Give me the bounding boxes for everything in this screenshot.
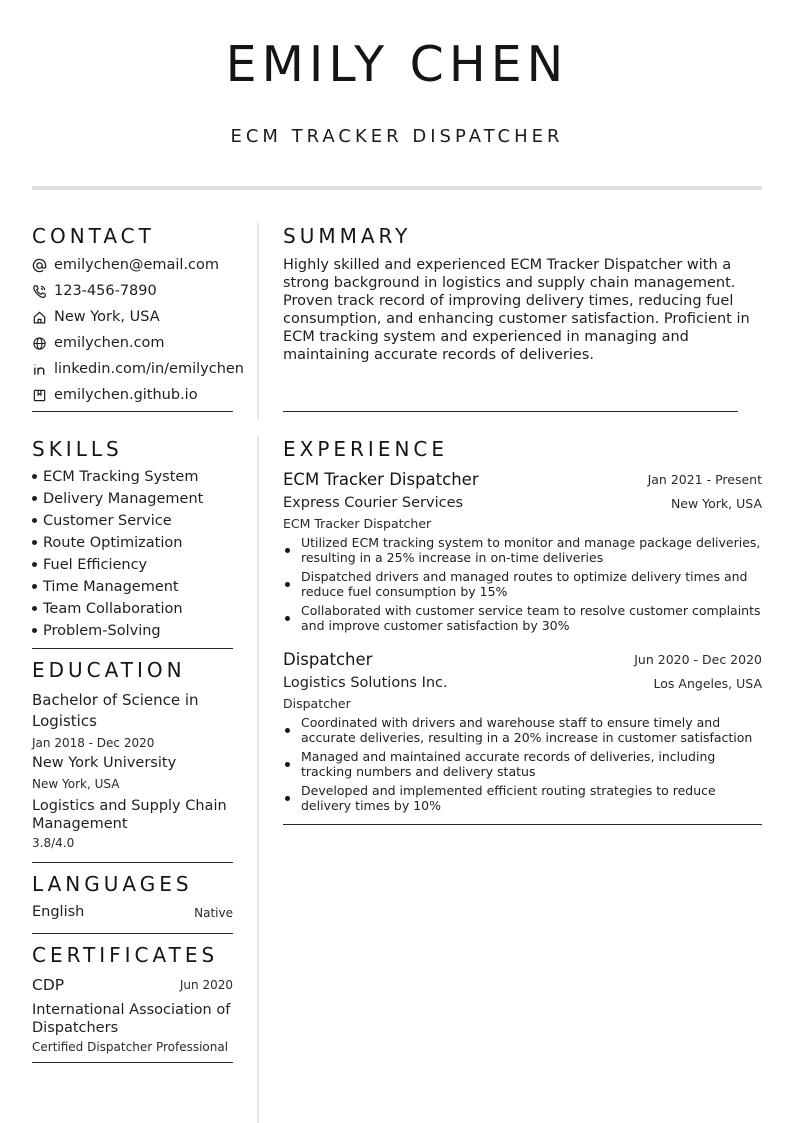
education-location: New York, USA <box>32 777 120 791</box>
skill-item: Time Management <box>32 579 179 595</box>
skills-heading: SKILLS <box>32 437 123 461</box>
education-field: Logistics and Supply Chain Management <box>32 798 227 832</box>
education-school: New York University <box>32 755 177 771</box>
contact-location: New York, USA <box>54 309 160 325</box>
certificates-heading: CERTIFICATES <box>32 943 219 967</box>
contact-website: emilychen.com <box>54 335 165 351</box>
certificate-issuer: International Association of Dispatchers <box>32 1002 231 1036</box>
job-title: ECM Tracker Dispatcher <box>283 470 479 489</box>
skill-item: ECM Tracking System <box>32 469 198 485</box>
job-location: New York, USA <box>670 496 762 511</box>
bullet-dot <box>32 518 37 523</box>
bullet-dot <box>285 762 290 767</box>
skill-item: Route Optimization <box>32 535 182 551</box>
job-bullet: Developed and implemented efficient routing strategies to reduce delivery times by 10% <box>283 783 763 813</box>
job-bullet: Collaborated with customer service team to resolve customer complaints and improve customer satisfaction by 30% <box>283 603 763 633</box>
linkedin-icon <box>32 362 47 377</box>
bullet-dot <box>32 562 37 567</box>
bullet-dot <box>32 474 37 479</box>
summary-text: Highly skilled and experienced ECM Tracker Dispatcher with a strong background in logistics and supply chain management. Proven track record of improving delivery times, reducing fuel consumption, and enhancing customer satisfaction. Proficient in ECM tracking system and experienced in managing and maintaining accurate records of deliveries. <box>283 257 750 363</box>
skill-item: Customer Service <box>32 513 172 529</box>
certificate-full-name: Certified Dispatcher Professional <box>32 1040 229 1054</box>
bullet-dot <box>32 540 37 545</box>
job-dates: Jan 2021 - Present <box>647 472 762 487</box>
header-divider <box>32 186 762 190</box>
resume-job-title: ECM TRACKER DISPATCHER <box>230 126 564 147</box>
globe-icon <box>32 336 47 351</box>
education-degree: Bachelor of Science in Logistics <box>32 691 199 730</box>
skills-divider <box>32 648 233 649</box>
portfolio-icon <box>32 388 47 403</box>
education-dates: Jan 2018 - Dec 2020 <box>32 736 155 750</box>
bullet-dot <box>32 584 37 589</box>
contact-divider <box>32 411 233 412</box>
column-divider-top <box>257 223 259 419</box>
job-bullet: Dispatched drivers and managed routes to optimize delivery times and reduce fuel consumption by 15% <box>283 569 763 599</box>
education-gpa: 3.8/4.0 <box>32 836 75 850</box>
language-name: English <box>32 904 85 920</box>
job-location: Los Angeles, USA <box>653 676 762 691</box>
summary-divider <box>283 411 738 412</box>
bullet-dot <box>285 728 290 733</box>
certificate-name: CDP <box>32 976 65 994</box>
bullet-dot <box>285 616 290 621</box>
contact-location-row <box>32 307 160 327</box>
contact-github-row[interactable] <box>32 385 198 405</box>
contact-email: emilychen@email.com <box>54 257 220 273</box>
education-divider <box>32 862 233 863</box>
bullet-dot <box>32 606 37 611</box>
languages-divider <box>32 933 233 934</box>
education-heading: EDUCATION <box>32 658 186 682</box>
bullet-dot <box>285 548 290 553</box>
contact-website-row[interactable] <box>32 333 165 353</box>
job-bullet: Coordinated with drivers and warehouse staff to ensure timely and accurate deliveries, resulting in a 20% increase in customer satisfaction <box>283 715 763 745</box>
skill-item: Fuel Efficiency <box>32 557 147 573</box>
job-company: Express Courier Services <box>283 495 464 511</box>
experience-divider <box>283 824 762 825</box>
languages-heading: LANGUAGES <box>32 872 193 896</box>
experience-heading: EXPERIENCE <box>283 437 449 461</box>
contact-github: emilychen.github.io <box>54 387 198 403</box>
language-level: Native <box>194 906 233 920</box>
skill-item: Delivery Management <box>32 491 203 507</box>
contact-phone: 123-456-7890 <box>54 283 157 299</box>
skill-item: Team Collaboration <box>32 601 183 617</box>
job-dates: Jun 2020 - Dec 2020 <box>634 652 762 667</box>
job-title: Dispatcher <box>283 650 373 669</box>
job-bullet: Utilized ECM tracking system to monitor and manage package deliveries, resulting in a 25% increase in on-time deliveries <box>283 535 763 565</box>
contact-linkedin: linkedin.com/in/emilychen <box>54 361 244 377</box>
summary-heading: SUMMARY <box>283 224 412 248</box>
job-bullet: Managed and maintained accurate records of deliveries, including tracking numbers and delivery status <box>283 749 763 779</box>
job-role: Dispatcher <box>283 696 351 711</box>
bullet-dot <box>285 582 290 587</box>
contact-email-row[interactable] <box>32 255 219 275</box>
contact-phone-row[interactable] <box>32 281 157 301</box>
certificate-date: Jun 2020 <box>179 978 233 992</box>
bullet-dot <box>32 628 37 633</box>
home-icon <box>32 310 47 325</box>
job-role: ECM Tracker Dispatcher <box>283 516 432 531</box>
certificates-divider <box>32 1062 233 1063</box>
column-divider-bottom <box>257 436 259 1123</box>
job-company: Logistics Solutions Inc. <box>283 675 448 691</box>
bullet-dot <box>32 496 37 501</box>
phone-icon <box>32 284 47 299</box>
skill-item: Problem-Solving <box>32 623 161 639</box>
resume-name: EMILY CHEN <box>225 36 569 93</box>
contact-heading: CONTACT <box>32 224 155 248</box>
at-sign-icon <box>32 258 47 273</box>
bullet-dot <box>285 796 290 801</box>
contact-linkedin-row[interactable] <box>32 359 244 379</box>
